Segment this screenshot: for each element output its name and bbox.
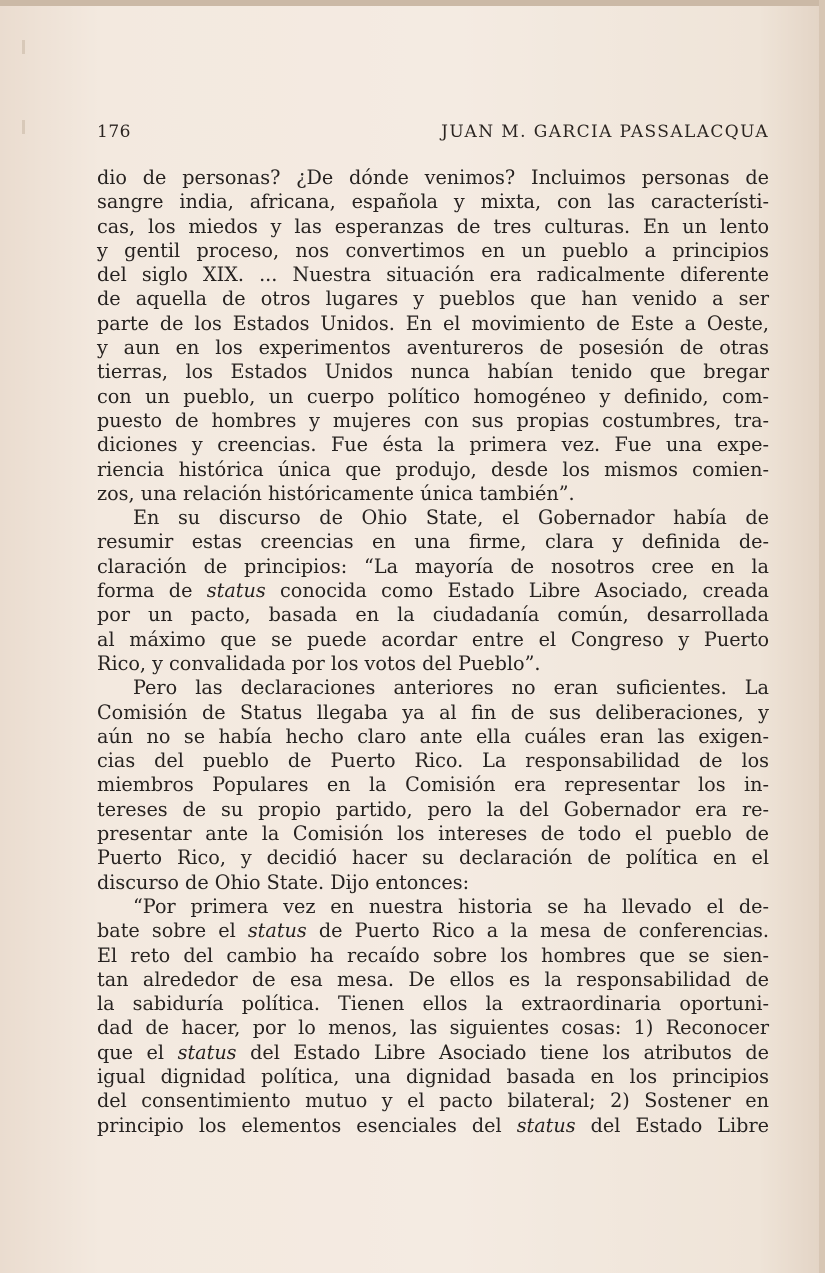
text-line: discurso de Ohio State. Dijo entonces:	[97, 870, 470, 894]
text-line: dio de personas? ¿De dónde venimos? Incluimos personas de	[97, 166, 769, 189]
text-line: la sabiduría política. Tienen ellos la extraordinaria oportuni-	[97, 992, 769, 1016]
text-line: del siglo XIX. ... Nuestra situación era radicalmente diferente	[97, 263, 769, 287]
text-line: miembros Populares en la Comisión era representar los in-	[97, 773, 769, 797]
text-line: “Por primera vez en nuestra historia se ha llevado el de-	[133, 894, 769, 918]
body-text	[97, 166, 769, 1138]
text-line: Pero las declaraciones anteriores no eran suficientes. La	[133, 676, 769, 700]
text-segment: bate sobre el	[97, 919, 248, 943]
text-line: puesto de hombres y mujeres con sus propias costumbres, tra-	[97, 408, 769, 432]
text-line: con un pueblo, un cuerpo político homogéneo y definido, com-	[97, 384, 769, 408]
margin-mark	[22, 40, 25, 54]
text-line: tereses de su propio partido, pero la del Gobernador era re-	[97, 797, 769, 821]
text-segment-italic: status	[247, 919, 307, 943]
page-right-edge	[819, 0, 825, 1273]
text-line: aún no se había hecho claro ante ella cuáles eran las exigen-	[97, 724, 769, 748]
text-line: claración de principios: “La mayoría de nosotros cree en la	[97, 554, 769, 578]
text-line	[97, 1041, 769, 1065]
text-segment-italic: status	[206, 579, 266, 603]
text-segment-italic: status	[516, 1113, 576, 1137]
text-segment: conocida como Estado Libre Asociado, creada	[265, 579, 769, 603]
text-line: cias del pueblo de Puerto Rico. La responsabilidad de los	[97, 749, 769, 773]
text-line	[97, 1114, 769, 1138]
text-segment: que el	[97, 1040, 178, 1064]
text-line: resumir estas creencias en una firme, clara y definida de-	[97, 530, 769, 554]
text-line: sangre india, africana, española y mixta, con las característi-	[97, 190, 769, 214]
text-line: Rico, y convalidada por los votos del Pueblo”.	[97, 651, 541, 675]
text-segment-italic: status	[177, 1040, 237, 1064]
text-line: tierras, los Estados Unidos nunca habían tenido que bregar	[97, 360, 769, 384]
text-line: al máximo que se puede acordar entre el Congreso y Puerto	[97, 627, 769, 651]
text-segment: forma de	[97, 579, 207, 603]
text-line: de aquella de otros lugares y pueblos que han venido a ser	[97, 287, 769, 311]
text-segment: del Estado Libre	[575, 1113, 769, 1137]
text-line: En su discurso de Ohio State, el Gobernador había de	[133, 506, 769, 530]
text-line: igual dignidad política, una dignidad basada en los principios	[97, 1064, 769, 1088]
page-header	[97, 122, 769, 146]
text-line: presentar ante la Comisión los intereses de todo el pueblo de	[97, 822, 769, 846]
text-segment: principio los elementos esenciales del	[97, 1113, 517, 1137]
text-segment: del Estado Libre Asociado tiene los atributos de	[236, 1040, 769, 1064]
text-line: diciones y creencias. Fue ésta la primera vez. Fue una expe-	[97, 433, 769, 457]
page-number: 176	[97, 122, 131, 142]
text-line: por un pacto, basada en la ciudadanía común, desarrollada	[97, 603, 769, 627]
text-segment: de Puerto Rico a la mesa de conferencias.	[306, 919, 769, 943]
text-line	[97, 579, 769, 603]
text-line: parte de los Estados Unidos. En el movimiento de Este a Oeste,	[97, 311, 769, 335]
text-line	[97, 919, 769, 943]
margin-mark	[22, 120, 25, 134]
text-line: del consentimiento mutuo y el pacto bilateral; 2) Sostener en	[97, 1089, 769, 1113]
text-line: y aun en los experimentos aventureros de posesión de otras	[97, 336, 769, 360]
text-line: El reto del cambio ha recaído sobre los hombres que se sien-	[97, 943, 769, 967]
text-line: cas, los miedos y las esperanzas de tres culturas. En un lento	[97, 214, 769, 238]
page-top-edge	[0, 0, 825, 6]
text-line: Puerto Rico, y decidió hacer su declaración de política en el	[97, 846, 769, 870]
text-line: y gentil proceso, nos convertimos en un pueblo a principios	[97, 238, 769, 262]
running-title: JUAN M. GARCIA PASSALACQUA	[441, 122, 769, 142]
text-line: zos, una relación históricamente única también”.	[97, 481, 575, 505]
text-line: tan alrededor de esa mesa. De ellos es la responsabilidad de	[97, 967, 769, 991]
text-line: Comisión de Status llegaba ya al fin de sus deliberaciones, y	[97, 700, 769, 724]
text-line: riencia histórica única que produjo, desde los mismos comien-	[97, 457, 769, 481]
text-line: dad de hacer, por lo menos, las siguientes cosas: 1) Reconocer	[97, 1016, 769, 1040]
